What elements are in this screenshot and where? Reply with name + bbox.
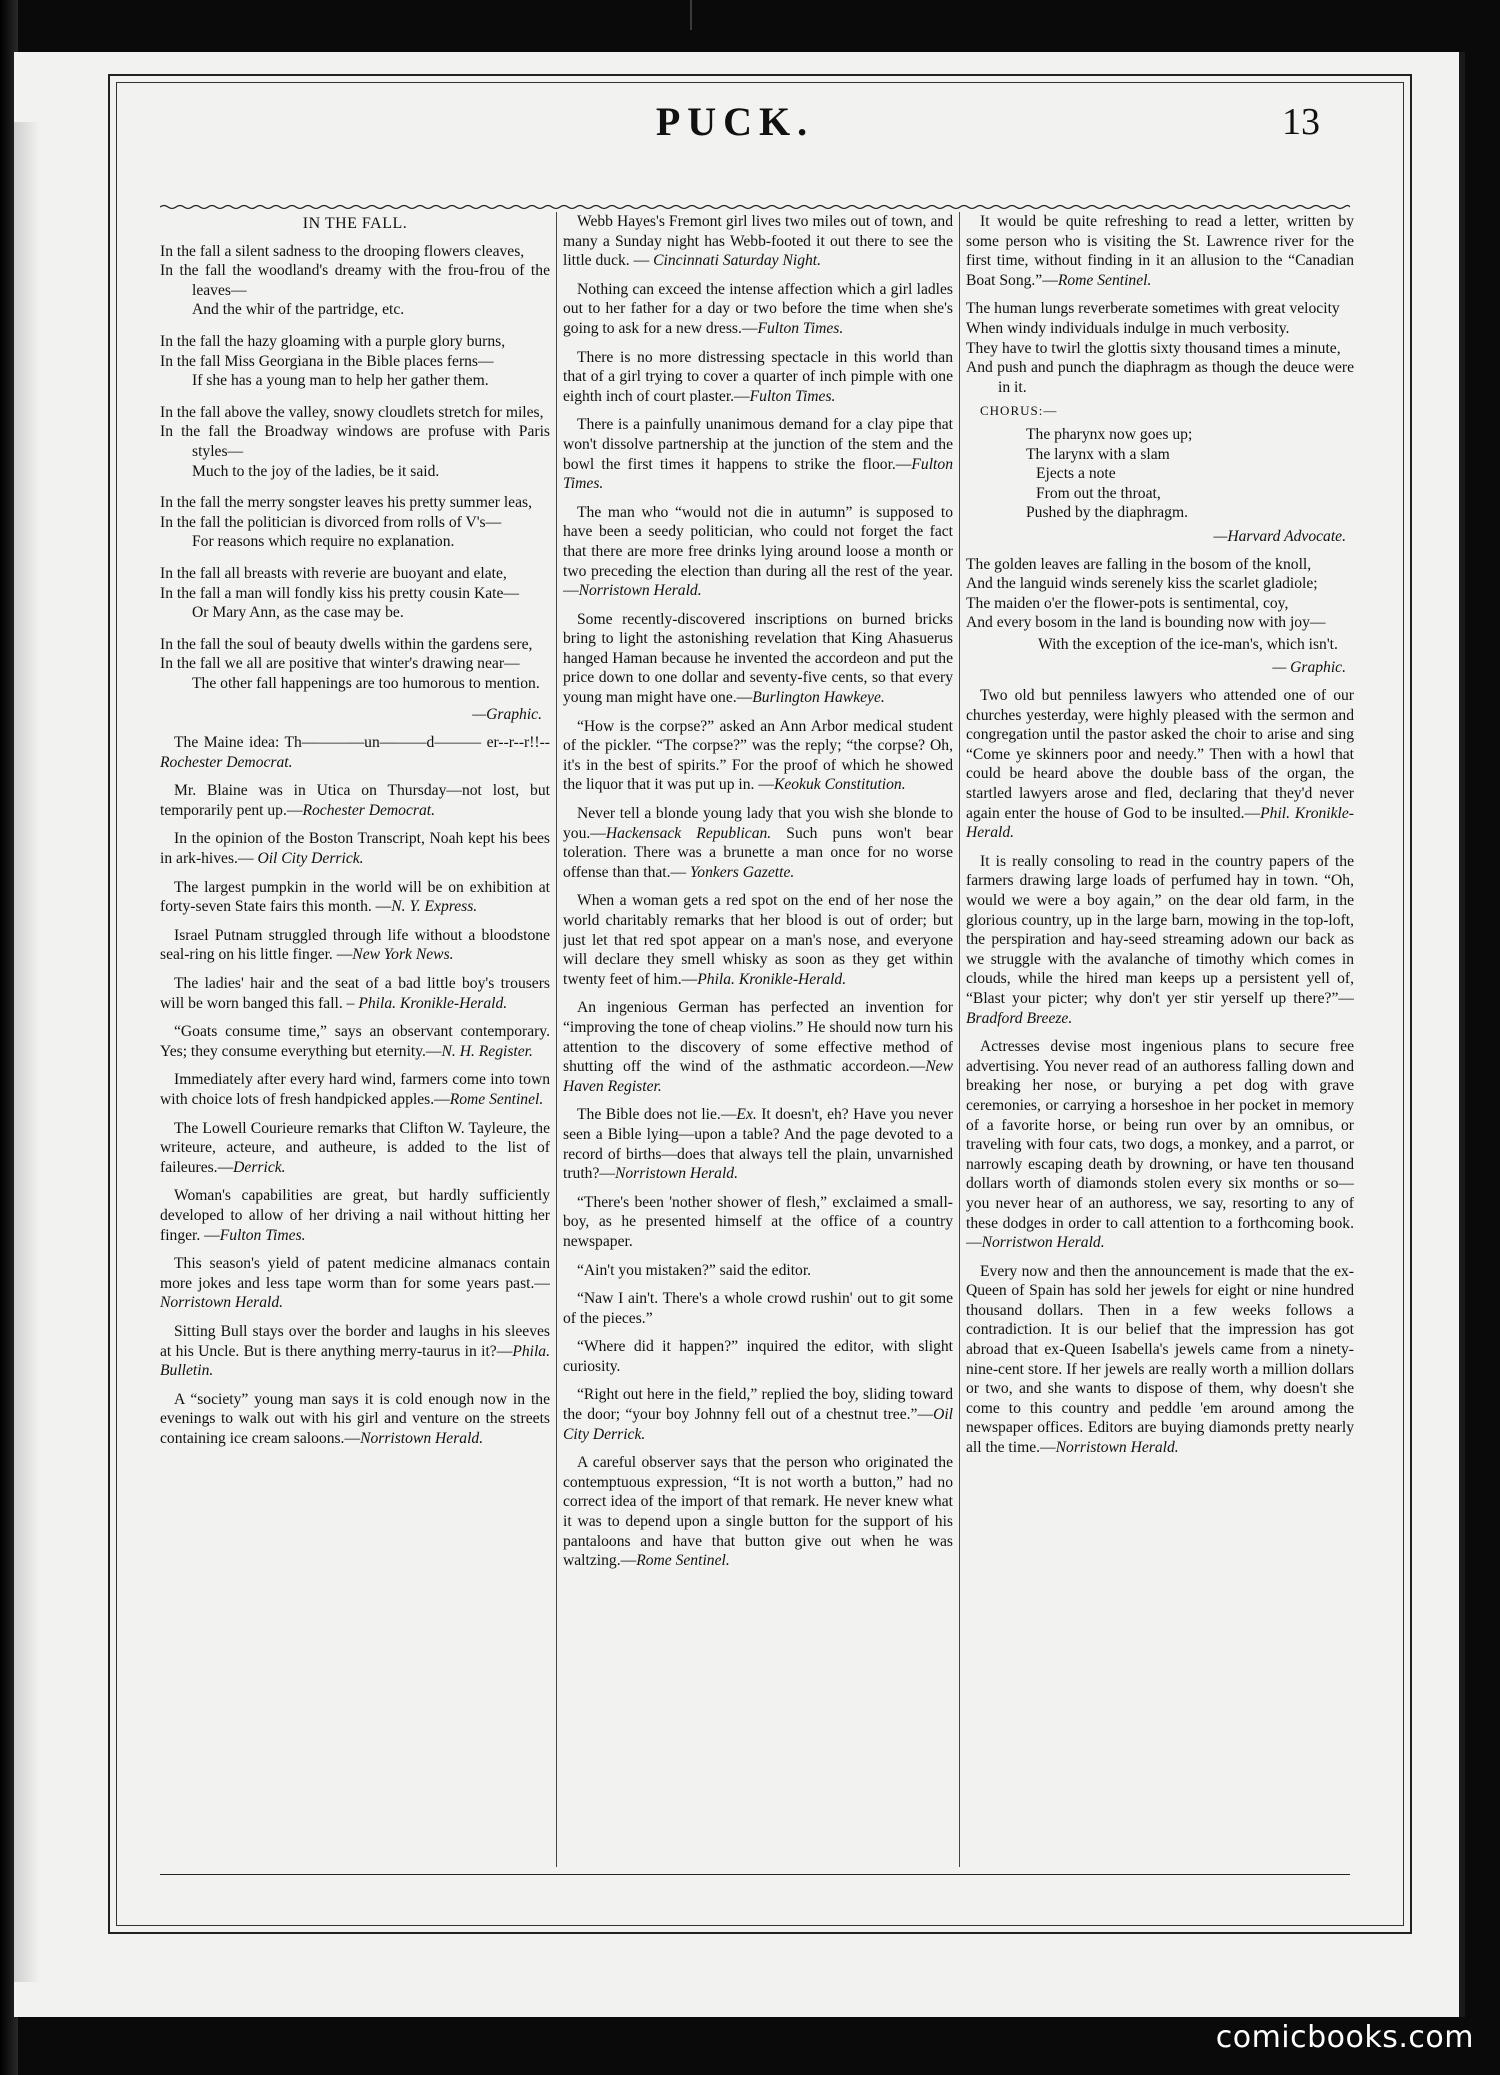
source-credit: Derrick.: [233, 1158, 286, 1176]
column-2-items: [563, 212, 953, 1571]
source-credit: New York News.: [352, 946, 454, 964]
source-credit: Fulton Times.: [219, 1226, 306, 1244]
paragraph-text: Actresses devise most ingenious plans to secure free advertising. You never read of an authoress falling down and breaking her nose, or burying a pet dog with grave ceremonies, or carrying a horseshoe in her pocket in memory of a favorite horse, or being run over by an omnibus, or traveling with four cats, two dogs, a monkey, and a parrot, or narrowly escaping death by drowning, or have ten thousand dollars worth of diamonds stolen every six months or so—you never hear of an authoress, we say, resorting to any of these dodges in order to call attention to a forthcoming book.—: [966, 1038, 1354, 1252]
paragraph-text: The man who “would not die in autumn” is supposed to have been a seedy politician, who could not forget the fact that there are more free drinks lying around loose a month or two preceding the election than during all the rest of the year.—: [563, 503, 953, 600]
paragraph: [563, 1261, 953, 1281]
column-1: [160, 212, 550, 1867]
chorus-label: CHORUS:—: [980, 403, 1058, 419]
paragraph-text: Webb Hayes's Fremont girl lives two miles out of town, and many a Sunday night has Webb-footed it out there to see the little duck. —: [563, 213, 953, 270]
paragraph: [563, 1193, 953, 1252]
source-credit: Oil City Derrick.: [563, 1406, 953, 1443]
poem-lungs: [966, 299, 1354, 397]
paragraph-text: There is a painfully unanimous demand for a clay pipe that won't dissolve partnership at the junction of the stem and the bowl the first times it happens to strike the floor.—: [563, 416, 953, 473]
source-credit: Hackensack Republican.: [605, 824, 772, 842]
poem-line: In the fall we all are positive that winter's drawing near—: [160, 655, 520, 673]
paragraph-text: “There's been 'nother shower of flesh,” exclaimed a small-boy, as he presented himself at the office of a country newspaper.: [563, 1193, 953, 1250]
poem-line: In the fall the soul of beauty dwells within the gardens sere,: [160, 635, 533, 653]
paragraph-text: A careful observer says that the person who originated the contemptuous expression, “It is not worth a button,” had no correct idea of the import of that remark. He never knew what it was to depend upon a single button for the support of his pantaloons and have that button give out when he was waltzing.—: [563, 1454, 953, 1570]
paragraph: [563, 998, 953, 1096]
poem-line: Or Mary Ann, as the case may be.: [192, 604, 404, 622]
chorus-line: The pharynx now goes up;: [1026, 425, 1193, 443]
paragraph: [160, 926, 550, 965]
paragraph: [563, 280, 953, 339]
paragraph-text: Every now and then the announcement is made that the ex-Queen of Spain has sold her jewels for eight or nine hundred thousand dollars. Then in a few weeks follows a contradiction. It is our belief that the impression has got abroad that ex-Queen Isabella's jewels came from a ninety-nine-cent store. If her jewels are really worth a million dollars or two, and she wants to dispose of them, why doesn't she come to this country and peddle 'em around among the newspaper offices. Editors are buying diamonds pretty nearly all the time.—: [966, 1262, 1354, 1457]
source-credit: Yonkers Gazette.: [690, 863, 795, 881]
paragraph-text: The Bible does not lie.—: [577, 1106, 737, 1124]
poem-signature: —Harvard Advocate.: [1213, 527, 1346, 545]
paragraph: [966, 852, 1354, 1028]
source-credit: Fulton Times.: [749, 387, 836, 405]
paragraph-text: A “society” young man says it is cold enough now in the evenings to walk out with his girl and venture on the streets containing ice cream saloons.—: [160, 1390, 550, 1447]
poem-title: IN THE FALL.: [302, 215, 408, 232]
paragraph: [563, 348, 953, 407]
paragraph: [563, 804, 953, 882]
poem-line: For reasons which require no explanation.: [192, 533, 455, 551]
poem-tail: With the exception of the ice-man's, which isn't.: [1038, 635, 1338, 653]
column-divider: [959, 212, 960, 1867]
source-credit: N. H. Register.: [441, 1042, 533, 1060]
source-credit: Fulton Times.: [757, 319, 844, 337]
paragraph-text: Two old but penniless lawyers who attended one of our churches yesterday, were highly pleased with the sermon and congregation until the pastor asked the choir to arise and sing “Come ye skinners poor and needy.” Then with a howl that could be heard above the double bass of the organ, the startled lawyers arose and fled, declaring that they'd never again enter the house of God to be insulted.—: [966, 687, 1354, 822]
watermark: comicbooks.com: [1215, 2020, 1474, 2055]
page-number: 13: [1282, 101, 1320, 143]
paragraph-text: Woman's capabilities are great, but hardly sufficiently developed to allow of her driving a nail without hitting her finger. —: [160, 1187, 550, 1244]
paragraph: [160, 1186, 550, 1245]
paragraph: [563, 503, 953, 601]
paragraph: [563, 1385, 953, 1444]
column-3: [966, 212, 1354, 1867]
paragraph-text: There is no more distressing spectacle in this world than that of a girl trying to cover a quarter of inch pimple with one eighth inch of court plaster.—: [563, 348, 953, 405]
poem-golden-leaves: [966, 555, 1354, 633]
poem-line: In the fall above the valley, snowy cloudlets stretch for miles,: [160, 403, 544, 421]
source-credit: Norristwon Herald.: [981, 1234, 1105, 1252]
paragraph-text: The Maine idea: Th————un———d——— er--r--r!!--: [174, 734, 550, 752]
poem-line: And the languid winds serenely kiss the scarlet gladiole;: [966, 575, 1318, 593]
paragraph-text: It would be quite refreshing to read a letter, written by some person who is visiting the St. Lawrence river for the first time, without finding in it an allusion to the “Canadian Boat Song.”—: [966, 213, 1354, 289]
poem-signature: — Graphic.: [1272, 659, 1346, 677]
poem-line: In the fall the woodland's dreamy with the frou-frou of the leaves—: [160, 262, 550, 299]
paragraph-text: It is really consoling to read in the country papers of the farmers drawing large loads of perfumed hay in town. “Oh, would we were a boy again,” on the dear old farm, in the glorious country, up in the large barn, mowing in the top-loft, the perspiration and hay-seed streaming adown our back as we struggle with the avalanche of timothy which comes in clouds, while the hired man keeps up a persistent yell of, “Blast your picter; why don't yer stir yerself up there?”—: [966, 852, 1354, 1007]
poem-line: In the fall a man will fondly kiss his pretty cousin Kate—: [160, 584, 520, 602]
poem-line: In the fall all breasts with reverie are buoyant and elate,: [160, 564, 507, 582]
paragraph-text: This season's yield of patent medicine almanacs contain more jokes and less tape worm than for some years past.—: [160, 1255, 550, 1292]
source-credit: Bradford Breeze.: [966, 1009, 1073, 1027]
paragraph: [563, 1289, 953, 1328]
poem-line: The human lungs reverberate sometimes with great velocity: [966, 300, 1340, 318]
source-credit: Norristown Herald.: [614, 1165, 739, 1183]
paragraph: [160, 974, 550, 1013]
poem-line: In the fall a silent sadness to the drooping flowers cleaves,: [160, 242, 525, 260]
poem-stanza: [160, 332, 550, 391]
paragraph-text: “How is the corpse?” asked an Ann Arbor medical student of the pickler. “The corpse?” was the reply; “the corpse? Oh, it's in the best of spirits.” For the proof of which he showed the liquor that it was put up in. —: [563, 717, 953, 794]
paragraph: [966, 686, 1354, 843]
paragraph: [966, 1262, 1354, 1458]
chorus-line: The larynx with a slam: [1026, 445, 1170, 463]
source-credit: Burlington Hawkeye.: [752, 689, 885, 707]
poem-line: In the fall the hazy gloaming with a purple glory burns,: [160, 332, 506, 350]
paragraph-text: Sitting Bull stays over the border and laughs in his sleeves at his Uncle. But is there anything merry-taurus in it?—: [160, 1322, 550, 1360]
paragraph: [966, 1037, 1354, 1253]
paragraph-text: An ingenious German has perfected an invention for “improving the tone of cheap violins.” He should now turn his attention to the discovery of some effective method of shutting off the wind of the asthmatic accordeon.—: [563, 999, 953, 1076]
poem-line: In the fall the merry songster leaves his pretty summer leas,: [160, 494, 532, 512]
source-credit: Norristown Herald.: [578, 582, 702, 600]
paragraph-text: “Naw I ain't. There's a whole crowd rushin' out to git some of the pieces.”: [563, 1290, 953, 1327]
paragraph: [160, 1022, 550, 1061]
poem-line: The other fall happenings are too humorous to mention.: [192, 674, 540, 692]
paragraph: [563, 415, 953, 493]
poem-line: The golden leaves are falling in the bosom of the knoll,: [966, 555, 1312, 573]
poem-signature: —Graphic.: [472, 706, 542, 724]
source-credit: Norristown Herald.: [1055, 1439, 1179, 1457]
paragraph-text: Mr. Blaine was in Utica on Thursday—not lost, but temporarily pent up.—: [160, 782, 550, 819]
poem-line: In the fall Miss Georgiana in the Bible places ferns—: [160, 352, 494, 370]
paragraph: [160, 1119, 550, 1178]
column-3-items: [966, 686, 1354, 1458]
poem-line: And push and punch the diaphragm as though the deuce were in it.: [966, 359, 1354, 396]
paragraph: [160, 829, 550, 868]
chorus-line: From out the throat,: [1036, 484, 1161, 502]
paragraph-text: Immediately after every hard wind, farmers come into town with choice lots of fresh handpicked apples.—: [160, 1071, 550, 1108]
poem-line: And every bosom in the land is bounding now with joy—: [966, 614, 1326, 632]
paragraph: [563, 1105, 953, 1183]
chorus-line: Ejects a note: [1036, 465, 1116, 483]
column-divider: [556, 212, 557, 1867]
poem-stanza: [160, 635, 550, 694]
poem-line: When windy individuals indulge in much verbosity.: [966, 319, 1290, 337]
source-credit: Rochester Democrat.: [302, 801, 435, 819]
paragraph-text: When a woman gets a red spot on the end of her nose the world charitably remarks that her blood is out of order; but just let that red spot appear on a man's nose, and everyone will declare they smell whisky as soon as they get within twenty feet of him.—: [563, 892, 953, 988]
paragraph: [160, 781, 550, 820]
source-credit: Phila. Bulletin.: [160, 1342, 550, 1380]
source-credit: Fulton Times.: [563, 455, 953, 493]
source-credit: Phil. Kronikle-Herald.: [966, 804, 1354, 842]
paragraph-text: The Lowell Courieure remarks that Clifton W. Tayleure, the writeure, acteure, and autheure, is added to the list of faileures.—: [160, 1119, 550, 1176]
paragraph: [160, 733, 550, 772]
paragraph: [563, 610, 953, 708]
paragraph: [563, 1453, 953, 1571]
source-credit: Keokuk Constitution.: [773, 776, 906, 794]
paragraph: [966, 212, 1354, 290]
source-credit: Rome Sentinel.: [1057, 271, 1152, 289]
header-rule: [160, 204, 1350, 210]
source-credit: Norristown Herald.: [360, 1429, 484, 1447]
paragraph-text: Never tell a blonde young lady that you wish she blonde to you.—: [563, 805, 953, 842]
paragraph: [160, 878, 550, 917]
column-1-items: [160, 733, 550, 1448]
masthead: [150, 92, 1320, 152]
paragraph: [563, 212, 953, 271]
poem-in-the-fall: [160, 242, 550, 694]
source-credit: Phila. Kronikle-Herald.: [358, 994, 508, 1012]
paragraph-text: “Right out here in the field,” replied the boy, sliding toward the door; “your boy Johnny fell out of a chestnut tree.”—: [563, 1386, 953, 1424]
paragraph: [563, 1337, 953, 1376]
source-credit: Cincinnati Saturday Night.: [653, 252, 822, 270]
paragraph-text: “Goats consume time,” says an observant contemporary. Yes; they consume everything but eternity.—: [160, 1023, 550, 1060]
paragraph-text: “Where did it happen?” inquired the editor, with slight curiosity.: [563, 1338, 953, 1375]
poem-line: And the whir of the partridge, etc.: [192, 301, 405, 319]
binding-mark: [690, 0, 702, 30]
paragraph: [563, 891, 953, 989]
poem-line: The maiden o'er the flower-pots is sentimental, coy,: [966, 594, 1289, 612]
chorus: [966, 425, 1354, 523]
source-credit: Oil City Derrick.: [257, 850, 364, 868]
poem-line: In the fall the Broadway windows are profuse with Paris styles—: [160, 423, 550, 460]
paragraph: [160, 1322, 550, 1381]
paragraph-text: Nothing can exceed the intense affection which a girl ladles out to her father for a day or two before the time when she's going to ask for a new dress.—: [563, 280, 953, 337]
poem-line: Much to the joy of the ladies, be it said.: [192, 462, 440, 480]
poem-stanza: [160, 403, 550, 481]
paragraph-text: Such puns won't bear toleration. There was a brunette a man once for no worse offense than that.—: [563, 824, 953, 881]
paragraph: [160, 1254, 550, 1313]
paragraph-text: The largest pumpkin in the world will be on exhibition at forty-seven State fairs this month. —: [160, 878, 550, 916]
source-credit: Phila. Kronikle-Herald.: [697, 970, 847, 988]
paragraph: [160, 1390, 550, 1449]
poem-line: If she has a young man to help her gather them.: [192, 372, 489, 390]
paragraph-text: In the opinion of the Boston Transcript, Noah kept his bees in ark-hives.—: [160, 830, 550, 868]
poem-line: They have to twirl the glottis sixty thousand times a minute,: [966, 339, 1341, 357]
footer-rule: [160, 1874, 1350, 1875]
masthead-title: PUCK.: [655, 99, 815, 144]
poem-stanza: [160, 493, 550, 552]
poem-line: In the fall the politician is divorced from rolls of V's—: [160, 513, 502, 531]
column-2: [563, 212, 953, 1867]
source-credit: New Haven Register.: [563, 1058, 953, 1095]
poem-stanza: [160, 564, 550, 623]
source-credit: Ex.: [736, 1106, 757, 1124]
page-gutter-shadow: [14, 122, 40, 1982]
paragraph-text: Some recently-discovered inscriptions on burned bricks bring to light the astonishing revelation that King Ahasuerus hanged Haman because he invented the accordeon and put the price down to one dollar and seventy-five cents, so that every young man might have one.—: [563, 610, 953, 707]
paragraph-text: The ladies' hair and the seat of a bad little boy's trousers will be worn banged this fall. –: [160, 975, 550, 1012]
chorus-line: Pushed by the diaphragm.: [1026, 504, 1188, 522]
paragraph: [160, 1070, 550, 1109]
paragraph: [563, 717, 953, 795]
poem-stanza: [160, 242, 550, 320]
paragraph-text: “Ain't you mistaken?” said the editor.: [577, 1261, 812, 1279]
source-credit: Norristown Herald.: [160, 1294, 284, 1312]
paragraph-text: Israel Putnam struggled through life without a bloodstone seal-ring on his little finger. —: [160, 926, 550, 964]
paragraph-text: It doesn't, eh? Have you never seen a Bible lying—upon a table? And the page devoted to a record of births—does that always tell the plain, unvarnished truth?—: [563, 1106, 953, 1183]
source-credit: N. Y. Express.: [391, 898, 478, 916]
source-credit: Rome Sentinel.: [449, 1090, 544, 1108]
source-credit: Rochester Democrat.: [160, 753, 293, 771]
source-credit: Rome Sentinel.: [636, 1552, 730, 1570]
